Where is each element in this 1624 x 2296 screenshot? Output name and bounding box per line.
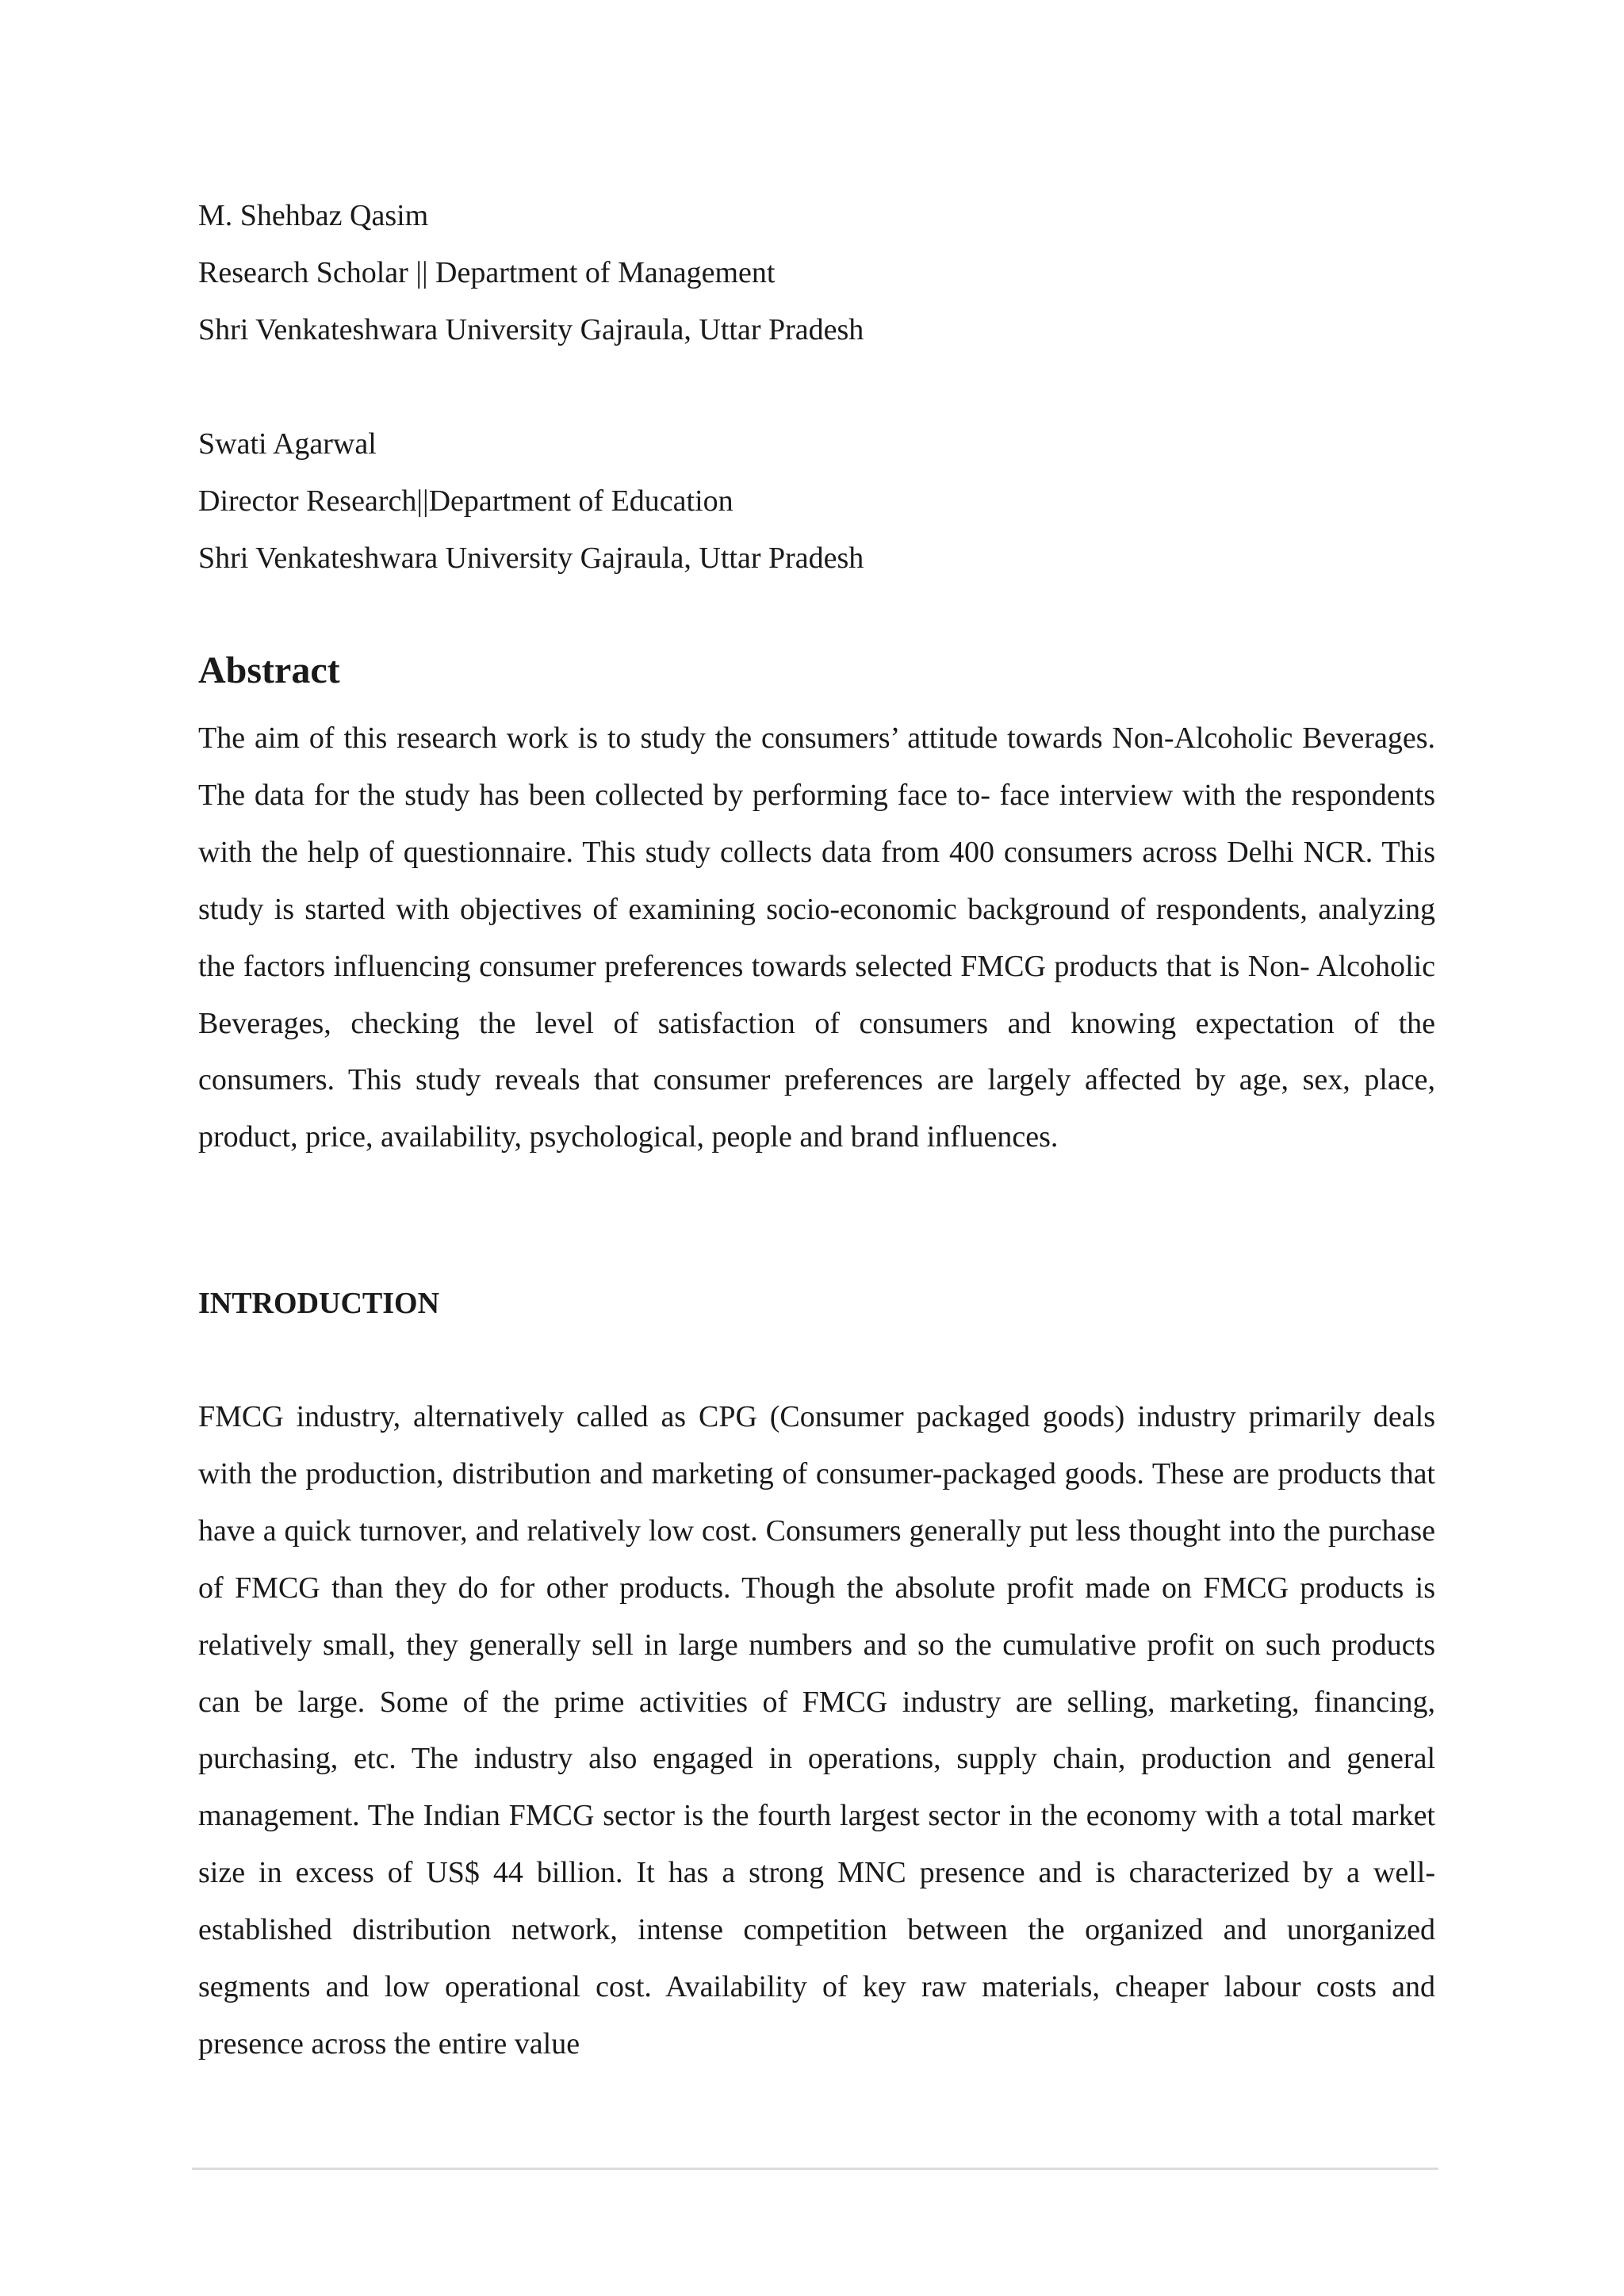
abstract-paragraph: The aim of this research work is to study the consumers’ attitude towards Non-Alcoholic Beverages. The data for the study has been collected by performing face to- face interview with the respondents with the help of questionnaire. This study collects data from 400 consumers across Delhi NCR. This study is started with objectives of examining socio-economic background of respondents, analyzing the factors influencing consumer preferences towards selected FMCG products that is Non- Alcoholic Beverages, checking the level of satisfaction of consumers and knowing expectation of the consumers. This study reveals that consumer preferences are largely affected by age, sex, place, product, price, availability, psychological, people and brand influences.	[198, 721, 1435, 1154]
author-1-name: M. Shehbaz Qasim	[198, 199, 429, 232]
introduction-heading: INTRODUCTION	[198, 1287, 440, 1320]
abstract-heading: Abstract	[198, 649, 340, 691]
footer-divider	[192, 2168, 1438, 2170]
author-2-name: Swati Agarwal	[198, 427, 377, 461]
introduction-paragraph: FMCG industry, alternatively called as CPG (Consumer packaged goods) industry primarily deals with the production, distribution and marketing of consumer-packaged goods. These are products that have a quick turnover, and relatively low cost. Consumers generally put less thought into the purchase of FMCG than they do for other products. Though the absolute profit made on FMCG products is relatively small, they generally sell in large numbers and so the cumulative profit on such products can be large. Some of the prime activities of FMCG industry are selling, marketing, financing, purchasing, etc. The industry also engaged in operations, supply chain, production and general management. The Indian FMCG sector is the fourth largest sector in the economy with a total market size in excess of US$ 44 billion. It has a strong MNC presence and is characterized by a well-established distribution network, intense competition between the organized and unorganized segments and low operational cost. Availability of key raw materials, cheaper labour costs and presence across the entire value	[198, 1400, 1435, 2061]
author-1-position: Research Scholar || Department of Management	[198, 256, 776, 289]
author-2-position: Director Research||Department of Education	[198, 484, 733, 518]
author-2-affiliation: Shri Venkateshwara University Gajraula, Uttar Pradesh	[198, 541, 864, 575]
author-1-affiliation: Shri Venkateshwara University Gajraula, Uttar Pradesh	[198, 313, 864, 346]
